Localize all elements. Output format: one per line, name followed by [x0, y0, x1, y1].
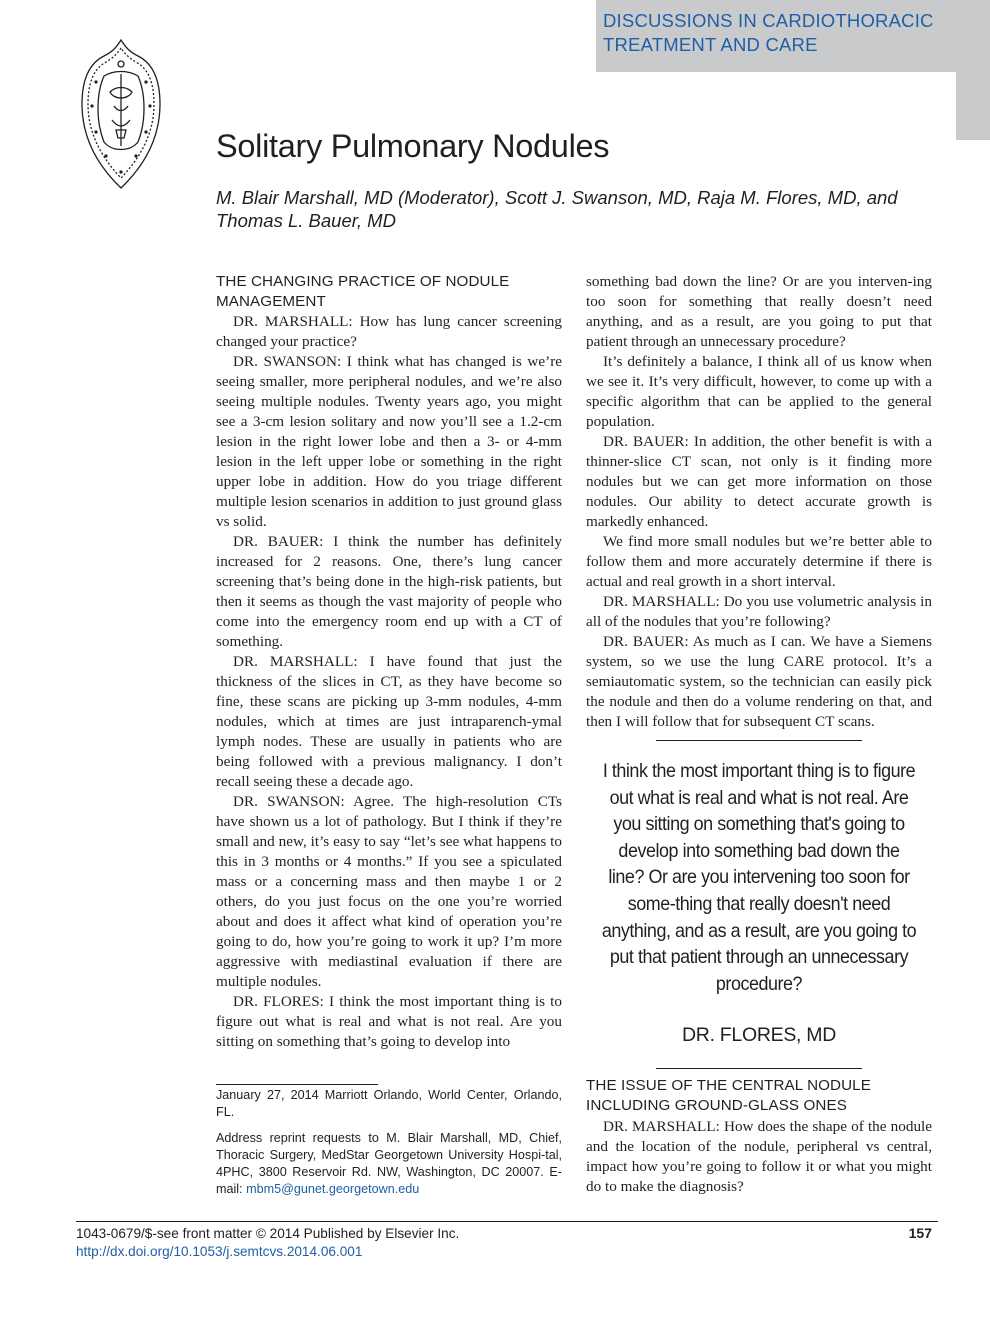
section-heading: THE CHANGING PRACTICE OF NODULE MANAGEMENT [216, 273, 510, 310]
email-link[interactable]: mbm5@gunet.georgetown.edu [246, 1182, 420, 1196]
paragraph: DR. MARSHALL: I have found that just the thickness of the slices in CT, as they have become so fine, these scans are picking up 3-mm nodules, 4-mm nodules, which at times are just intraparench-ymal lymph nodes. These are usually in patients who are being followed with a previous malignancy. I don’t recall seeing these a decade ago. [216, 653, 562, 790]
article-authors: M. Blair Marshall, MD (Moderator), Scott J. Swanson, MD, Raja M. Flores, MD, and Thomas L. Bauer, MD [216, 187, 898, 231]
reprint-address-text: Address reprint requests to M. Blair Marshall, MD, Chief, Thoracic Surgery, MedStar Georgetown University Hospi-tal, 4PHC, 3800 Reservoir Rd. NW, Washington, DC 20007. E-mail: [216, 1131, 562, 1196]
paragraph: DR. BAUER: In addition, the other benefit is with a thinner-slice CT scan, not only is it finding more nodules but we can get more information on those nodules. Our ability to detect accurate growth is markedly enhanced. [586, 433, 932, 530]
paragraph: DR. SWANSON: I think what has changed is we’re seeing smaller, more peripheral nodules, and we’re also seeing multiple nodules. Twenty years ago, you might see a 3-cm lesion solitary and now you’ll see a 1.2-cm lesion in the right lower lobe and then a 3- or 4-mm lesion in the left upper lobe or something in the right upper lobe in addition. How do you triage different multiple lesion scenarios in addition to just ground glass vs solid. [216, 353, 562, 530]
article-title: Solitary Pulmonary Nodules [216, 128, 610, 164]
paragraph: DR. FLORES: I think the most important thing is to figure out what is real and what is not real. Are you sitting on something that’s going to develop into [216, 993, 562, 1050]
pull-quote-top-rule [656, 740, 862, 741]
pull-quote-bottom-rule [656, 1068, 862, 1069]
footnote-rule [216, 1084, 378, 1085]
pull-quote-text: I think the most important thing is to figure out what is real and what is not real. Are you sitting on something that's going to develop into something bad down the line? Or are you intervening too soon for some-thing that really doesn't need anything, and as a result, are you going to put that patient through an unnecessary procedure? [601, 760, 917, 995]
footer [76, 1225, 459, 1261]
pull-quote [586, 740, 932, 1069]
right-column-tail [586, 1117, 932, 1197]
paragraph: DR. SWANSON: Agree. The high-resolution CTs have shown us a lot of pathology. But I think if they’re small and new, it’s easy to say “let’s see what happens to this in 3 months or 4 months.” If you see a spiculated mass or a concerning mass and then maybe 1 or 2 others, do you just focus on the one you’re worried about and does it affect what kind of operation you’re going to do, how you’re going to work it up? I’m more aggressive with mediastinal evaluation if there are multiple nodules. [216, 793, 562, 990]
paragraph: It’s definitely a balance, I think all of us know when we see it. It’s very difficult, however, to come up with a specific algorithm that can be applied to the general population. [586, 353, 932, 430]
footnotes [216, 1087, 562, 1207]
reprint-address [216, 1130, 562, 1198]
meeting-note: January 27, 2014 Marriott Orlando, World Center, Orlando, FL. [216, 1088, 562, 1119]
journal-section-label [603, 9, 958, 57]
paragraph: DR. MARSHALL: Do you use volumetric analysis in all of the nodules that you’re following? [586, 593, 932, 630]
right-column-heading-block [586, 1076, 932, 1116]
section-edge-tab [956, 0, 990, 140]
section-heading: THE ISSUE OF THE CENTRAL NODULE INCLUDING GROUND-GLASS ONES [586, 1077, 871, 1114]
pull-quote-attribution: DR. FLORES, MD [682, 1024, 836, 1047]
paragraph: DR. MARSHALL: How does the shape of the nodule and the location of the nodule, peripheral vs central, impact how you’re going to follow it or what you might do to make the diagnosis? [586, 1118, 932, 1195]
paragraph: DR. MARSHALL: How has lung cancer screening changed your practice? [216, 313, 562, 350]
footer-rule [76, 1221, 938, 1222]
journal-section-line-2: TREATMENT AND CARE [603, 34, 818, 55]
doi-link[interactable]: http://dx.doi.org/10.1053/j.semtcvs.2014.06.001 [76, 1244, 363, 1259]
right-column [586, 272, 932, 732]
journal-section-line-1: DISCUSSIONS IN CARDIOTHORACIC [603, 10, 934, 31]
page-number: 157 [908, 1225, 932, 1241]
paragraph: We find more small nodules but we’re better able to follow them and more accurately determine if there is actual and real growth in a short interval. [586, 533, 932, 590]
issn-line: 1043-0679/$-see front matter © 2014 Published by Elsevier Inc. [76, 1226, 460, 1241]
paragraph: something bad down the line? Or are you interven-ing too soon for something that really doesn’t need anything, and as a result, are you going to put that patient through an unnecessary procedure? [586, 273, 932, 350]
paragraph: DR. BAUER: As much as I can. We have a Siemens system, so we use the lung CARE protocol. It’s a semiautomatic system, so the technician can easily pick the nodule and then do a volume rendering on that, and then I will follow that for subsequent CT scans. [586, 633, 932, 730]
left-column [216, 272, 562, 1052]
paragraph: DR. BAUER: I think the number has definitely increased for 2 reasons. One, there’s lung cancer screening that’s being done in the high-risk patients, but then it seems as though the vast majority of people who come into the emergency room end up with a CT of something. [216, 533, 562, 650]
society-crest-icon [76, 34, 166, 194]
